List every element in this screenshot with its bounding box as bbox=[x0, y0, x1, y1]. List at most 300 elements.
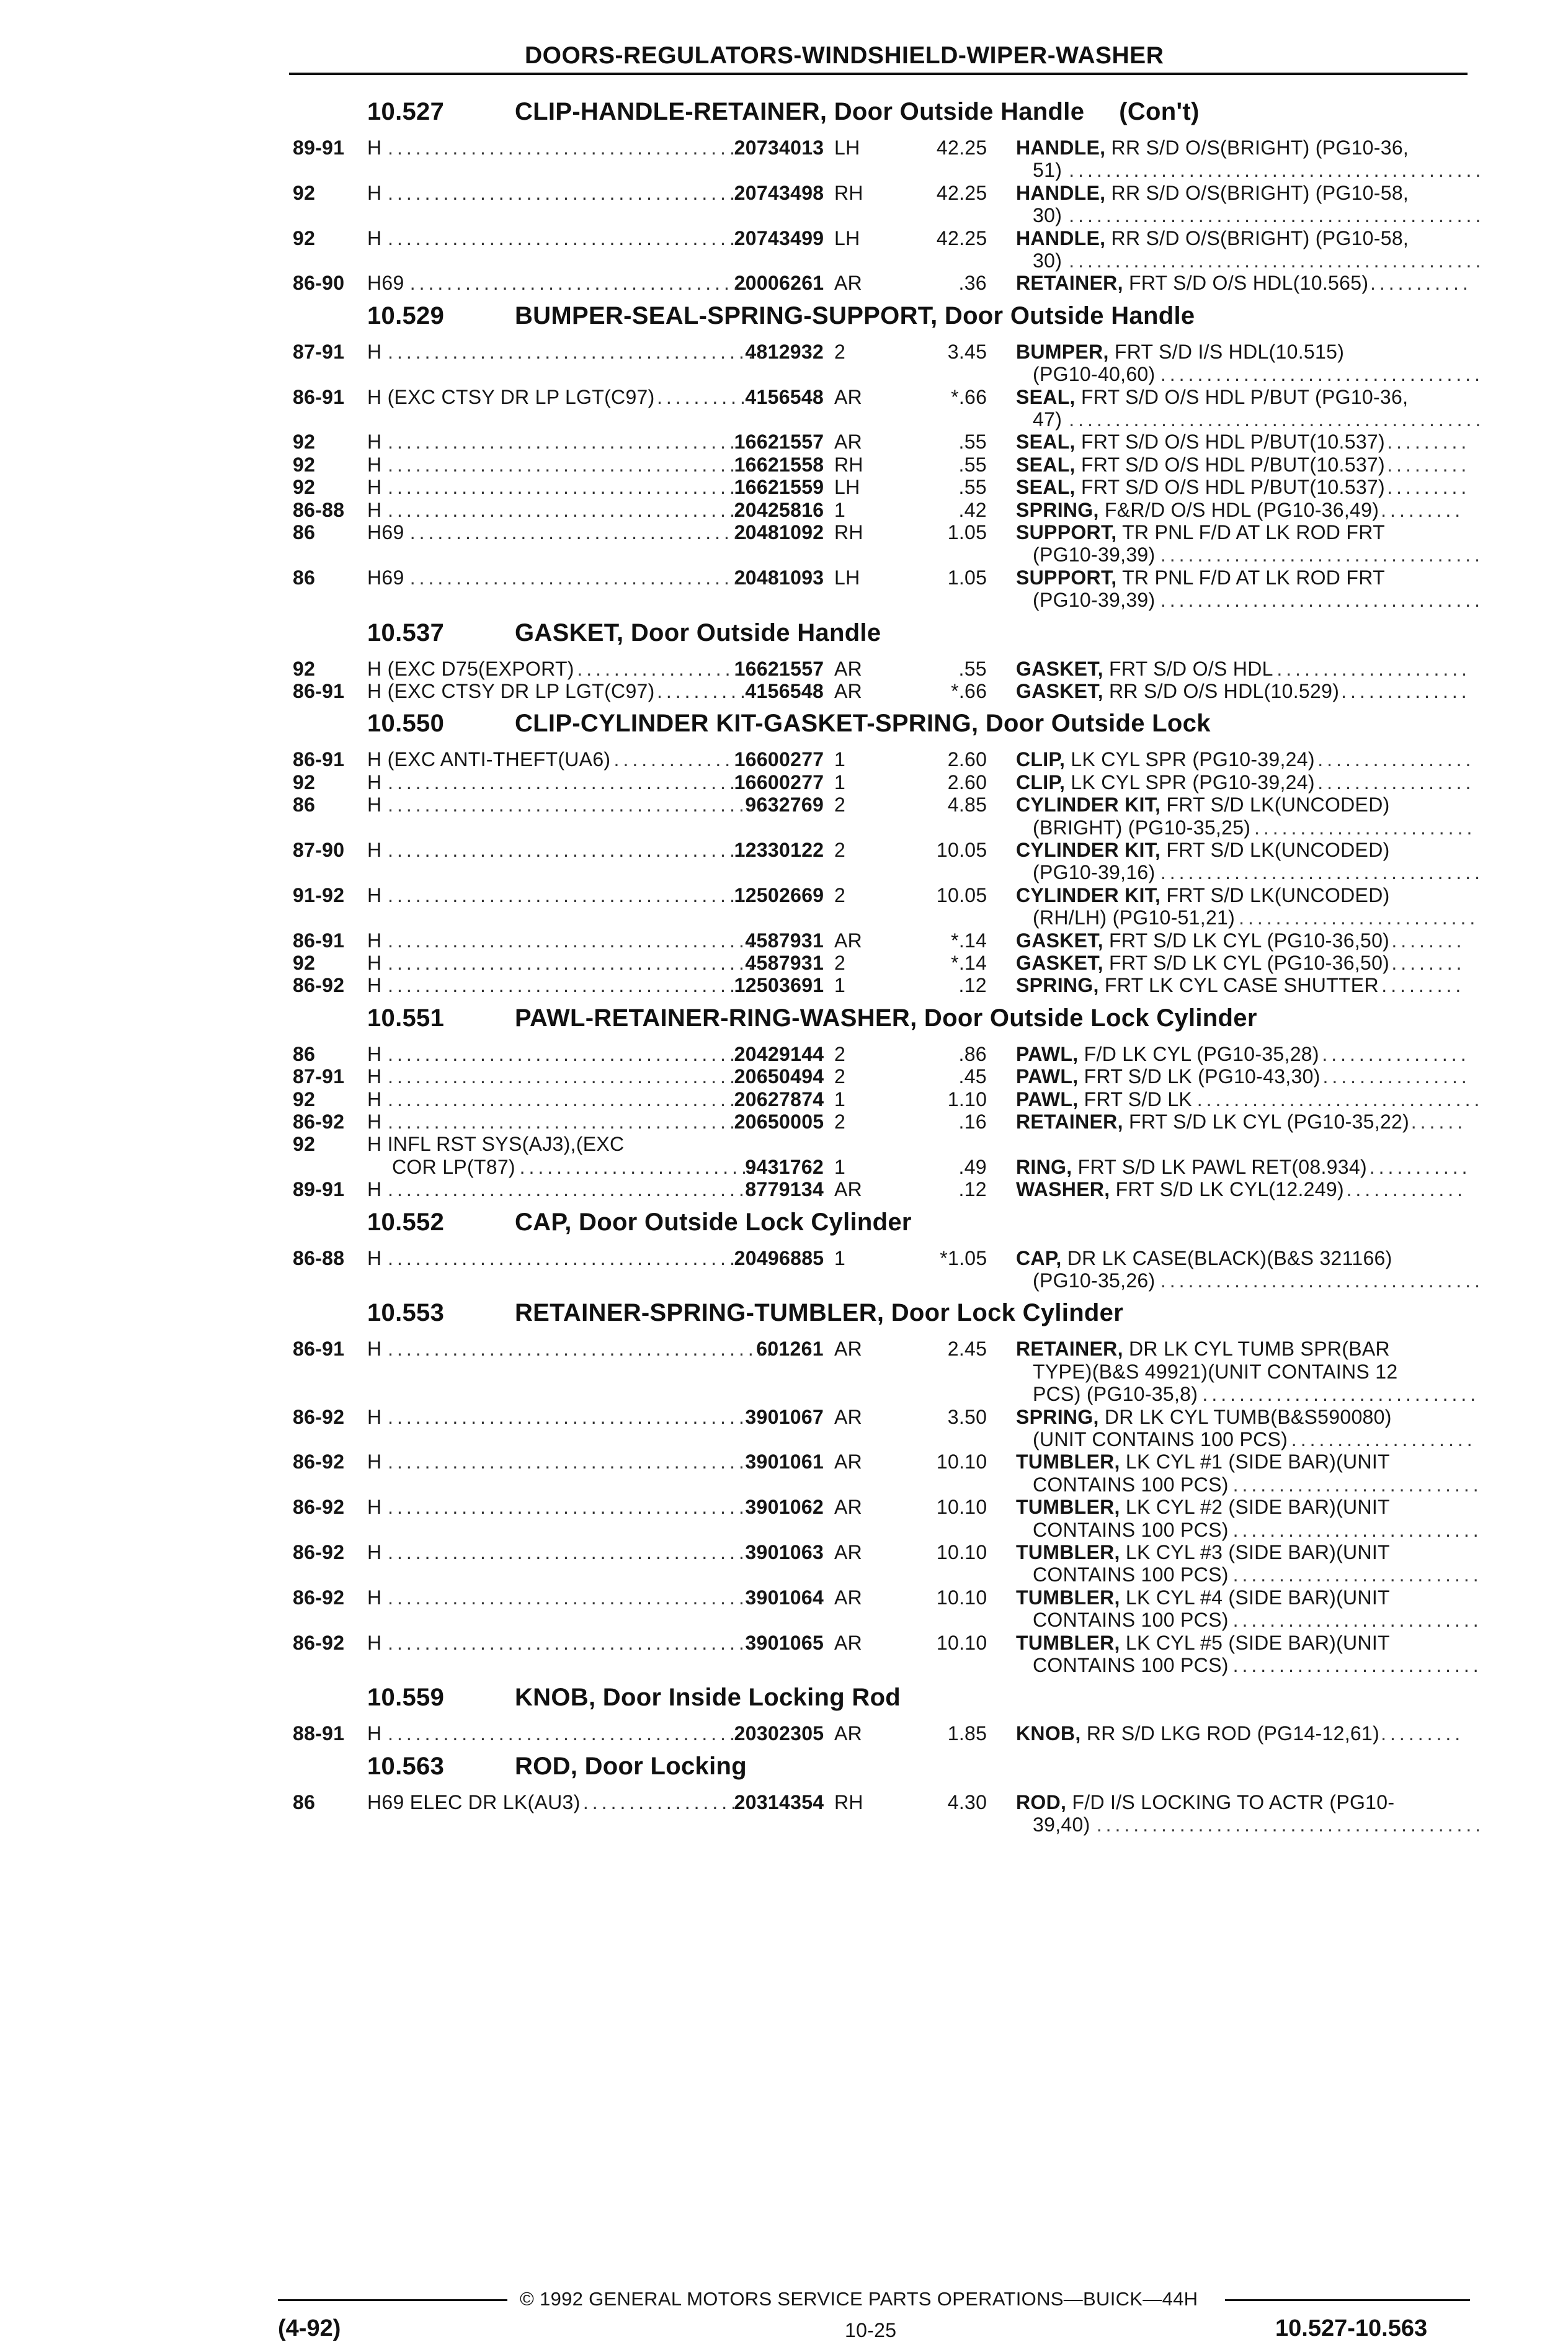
row-quantity: AR bbox=[834, 1178, 863, 1201]
section-header bbox=[367, 619, 881, 647]
row-description-wrap: CONTAINS 100 PCS) bbox=[1033, 1563, 1229, 1586]
row-series: H bbox=[367, 974, 382, 997]
row-description-text: FRT S/D O/S HDL P/BUT(10.537) bbox=[1080, 453, 1385, 476]
leader-dots: ........................... bbox=[1232, 1654, 1482, 1676]
row-series: H bbox=[367, 453, 382, 476]
leader-dots: ......................................... bbox=[388, 340, 767, 363]
section-number: 10.537 bbox=[367, 619, 445, 646]
row-description bbox=[1016, 1722, 1379, 1745]
row-description-text: FRT S/D O/S HDL P/BUT(10.537) bbox=[1080, 431, 1385, 454]
row-series: H bbox=[367, 136, 382, 159]
row-price: .55 bbox=[958, 431, 987, 454]
row-series: H (EXC CTSY DR LP LGT(C97) bbox=[367, 385, 655, 408]
row-description-wrap: (PG10-39,39) bbox=[1033, 589, 1156, 612]
row-description-text: DR LK CASE(BLACK)(B&S 321166) bbox=[1067, 1246, 1392, 1269]
leader-dots: ........................ bbox=[1254, 816, 1476, 839]
row-description-text: LK CYL #2 (SIDE BAR)(UNIT bbox=[1125, 1496, 1390, 1519]
row-part-name: RETAINER, bbox=[1016, 1338, 1123, 1361]
row-part-number: 4156548 bbox=[745, 680, 824, 702]
row-part-number: 16600277 bbox=[734, 771, 824, 793]
row-description-wrap: (PG10-39,39) bbox=[1033, 543, 1156, 566]
row-part-number: 9632769 bbox=[745, 793, 824, 816]
row-quantity: AR bbox=[834, 1496, 863, 1519]
row-description-text: FRT LK CYL CASE SHUTTER bbox=[1104, 974, 1379, 997]
row-description bbox=[1016, 884, 1390, 906]
leader-dots: ......................................... bbox=[388, 929, 767, 952]
row-part-name: BUMPER, bbox=[1016, 340, 1109, 363]
row-series-continued: COR LP(T87) bbox=[392, 1155, 515, 1178]
row-price: 10.10 bbox=[936, 1541, 987, 1563]
leader-dots: ..................................... bbox=[409, 272, 752, 295]
leader-dots: ......................................... bbox=[388, 1541, 767, 1563]
row-part-number: 12330122 bbox=[734, 839, 824, 861]
leader-dots: ........................................ bbox=[388, 181, 757, 204]
leader-dots: ......................................... bbox=[388, 1178, 767, 1201]
row-price: 10.05 bbox=[936, 883, 987, 906]
row-part-number: 20734013 bbox=[734, 136, 824, 159]
row-description bbox=[1016, 929, 1389, 952]
leader-dots: ......................................... bbox=[388, 1631, 767, 1654]
row-description bbox=[1016, 793, 1390, 816]
row-price: 2.60 bbox=[947, 748, 987, 771]
row-series: H bbox=[367, 340, 382, 363]
row-part-name: CAP, bbox=[1016, 1246, 1062, 1269]
row-part-name: CYLINDER KIT, bbox=[1016, 839, 1161, 861]
row-description-text: LK CYL SPR (PG10-39,24) bbox=[1071, 748, 1315, 771]
row-year: 92 bbox=[293, 1133, 316, 1156]
row-description bbox=[1016, 136, 1409, 159]
section-title: RETAINER-SPRING-TUMBLER, Door Lock Cylinder bbox=[515, 1299, 1124, 1327]
row-quantity: 2 bbox=[834, 1111, 846, 1133]
row-part-number: 20743499 bbox=[734, 226, 824, 249]
row-description-text: FRT S/D I/S HDL(10.515) bbox=[1114, 340, 1345, 363]
leader-dots: ............................................. bbox=[1069, 249, 1485, 272]
section-number: 10.550 bbox=[367, 710, 445, 738]
row-series: H bbox=[367, 1722, 382, 1745]
row-price: 42.25 bbox=[936, 181, 987, 204]
row-description bbox=[1016, 182, 1409, 204]
leader-dots: ......................................... bbox=[388, 1450, 767, 1473]
row-part-number: 8779134 bbox=[745, 1178, 824, 1201]
row-quantity: AR bbox=[834, 657, 863, 680]
row-description-text: F/D LK CYL (PG10-35,28) bbox=[1084, 1042, 1319, 1065]
leader-dots: ......................................... bbox=[388, 1405, 767, 1428]
row-part-name: SEAL, bbox=[1016, 385, 1076, 408]
row-description-text: FRT S/D O/S HDL(10.565) bbox=[1128, 272, 1369, 295]
row-quantity: AR bbox=[834, 680, 863, 702]
row-series: H69 bbox=[367, 272, 404, 295]
row-description-wrap: 30) bbox=[1033, 249, 1062, 272]
row-description bbox=[1016, 1338, 1390, 1360]
row-year: 86-92 bbox=[293, 1631, 345, 1654]
section-header bbox=[367, 1753, 747, 1781]
leader-dots: ............................................. bbox=[1069, 159, 1485, 182]
row-year: 92 bbox=[293, 952, 316, 974]
row-part-name: TUMBLER, bbox=[1016, 1541, 1120, 1563]
row-description bbox=[1016, 771, 1315, 793]
leader-dots: .......................... bbox=[1239, 906, 1479, 929]
row-description-text: FRT S/D LK CYL (PG10-36,50) bbox=[1109, 929, 1390, 952]
row-price: .55 bbox=[958, 476, 987, 499]
row-price: .45 bbox=[958, 1065, 987, 1088]
row-year: 86-92 bbox=[293, 1496, 345, 1519]
leader-dots: .......... bbox=[656, 385, 749, 408]
leader-dots: ............. bbox=[1346, 1178, 1467, 1201]
row-description bbox=[1016, 1541, 1390, 1563]
row-quantity: 2 bbox=[834, 883, 846, 906]
leader-dots: ............................................. bbox=[1069, 408, 1485, 431]
row-year: 86-92 bbox=[293, 974, 345, 997]
leader-dots: ........................................ bbox=[388, 1111, 757, 1133]
row-part-name: SEAL, bbox=[1016, 476, 1076, 499]
row-part-number: 4587931 bbox=[745, 929, 824, 952]
row-description-text: LK CYL #4 (SIDE BAR)(UNIT bbox=[1125, 1586, 1390, 1609]
row-quantity: LH bbox=[834, 566, 860, 589]
row-series: H bbox=[367, 929, 382, 952]
row-part-number: 16621558 bbox=[734, 453, 824, 476]
leader-dots: ................. bbox=[582, 1790, 741, 1813]
row-description bbox=[1016, 1496, 1390, 1518]
row-description-text: FRT S/D LK(UNCODED) bbox=[1166, 793, 1390, 816]
leader-dots: ........................................ bbox=[388, 771, 757, 793]
row-price: 42.25 bbox=[936, 136, 987, 159]
row-quantity: 2 bbox=[834, 793, 846, 816]
row-part-number: 4812932 bbox=[745, 340, 824, 363]
leader-dots: ................. bbox=[1317, 748, 1475, 771]
section-number: 10.551 bbox=[367, 1004, 445, 1032]
row-description bbox=[1016, 1111, 1409, 1133]
section-title: PAWL-RETAINER-RING-WASHER, Door Outside Lock Cylinder bbox=[515, 1004, 1257, 1032]
row-price: *.66 bbox=[951, 385, 987, 408]
row-series: H bbox=[367, 793, 382, 816]
row-price: *.14 bbox=[951, 929, 987, 952]
row-year: 86-91 bbox=[293, 385, 345, 408]
row-description-wrap: 51) bbox=[1033, 159, 1062, 182]
section-header bbox=[367, 1209, 912, 1236]
section-header bbox=[367, 1299, 1123, 1327]
row-quantity: LH bbox=[834, 226, 860, 249]
row-part-name: PAWL, bbox=[1016, 1065, 1079, 1088]
row-quantity: AR bbox=[834, 1450, 863, 1473]
row-description bbox=[1016, 476, 1385, 498]
row-part-name: PAWL, bbox=[1016, 1042, 1079, 1065]
leader-dots: ........................................ bbox=[388, 498, 757, 521]
row-description-wrap: PCS) (PG10-35,8) bbox=[1033, 1383, 1198, 1406]
section-number: 10.563 bbox=[367, 1752, 445, 1780]
row-quantity: AR bbox=[834, 1541, 863, 1563]
leader-dots: ......... bbox=[1381, 1722, 1464, 1745]
leader-dots: ........... bbox=[1370, 272, 1472, 295]
row-description-wrap: 39,40) bbox=[1033, 1813, 1090, 1836]
section-title: CAP, Door Outside Lock Cylinder bbox=[515, 1208, 912, 1236]
leader-dots: ......... bbox=[1387, 476, 1471, 499]
section-continued: (Con't) bbox=[1119, 98, 1200, 125]
row-part-number: 20006261 bbox=[734, 272, 824, 295]
row-description-wrap: TYPE)(B&S 49921)(UNIT CONTAINS 12 bbox=[1033, 1360, 1398, 1383]
row-description bbox=[1016, 1450, 1390, 1473]
row-description-text: FRT S/D LK CYL (PG10-36,50) bbox=[1109, 952, 1390, 974]
row-year: 86-90 bbox=[293, 272, 345, 295]
row-description-wrap: CONTAINS 100 PCS) bbox=[1033, 1609, 1229, 1632]
row-description-text: FRT S/D LK CYL(12.249) bbox=[1115, 1178, 1344, 1201]
row-part-number: 3901067 bbox=[745, 1405, 824, 1428]
row-description-text: DR LK CYL TUMB(B&S590080) bbox=[1104, 1405, 1392, 1428]
row-quantity: 2 bbox=[834, 1042, 846, 1065]
section-title: GASKET, Door Outside Handle bbox=[515, 619, 881, 646]
leader-dots: ................ bbox=[1322, 1065, 1471, 1088]
row-series: H bbox=[367, 226, 382, 249]
row-description-text: LK CYL #3 (SIDE BAR)(UNIT bbox=[1125, 1541, 1390, 1563]
row-quantity: 2 bbox=[834, 952, 846, 974]
leader-dots: .................... bbox=[1291, 1428, 1476, 1450]
row-part-number: 4587931 bbox=[745, 952, 824, 974]
row-part-name: PAWL, bbox=[1016, 1088, 1079, 1111]
row-description-text: RR S/D O/S(BRIGHT) (PG10-58, bbox=[1111, 181, 1409, 204]
leader-dots: .............. bbox=[613, 748, 744, 771]
row-quantity: AR bbox=[834, 1722, 863, 1745]
row-part-number: 3901064 bbox=[745, 1586, 824, 1609]
row-description-text: TR PNL F/D AT LK ROD FRT bbox=[1122, 521, 1385, 543]
row-price: 1.85 bbox=[947, 1722, 987, 1745]
row-part-number: 4156548 bbox=[745, 385, 824, 408]
row-price: 10.05 bbox=[936, 839, 987, 861]
row-description-wrap: (RH/LH) (PG10-51,21) bbox=[1033, 906, 1236, 929]
row-price: *1.05 bbox=[940, 1246, 987, 1269]
leader-dots: ........................................ bbox=[388, 136, 757, 159]
row-price: .55 bbox=[958, 657, 987, 680]
row-part-number: 16621557 bbox=[734, 431, 824, 454]
leader-dots: .......................................... bbox=[388, 1338, 776, 1361]
row-part-name: SPRING, bbox=[1016, 974, 1099, 997]
row-part-number: 20627874 bbox=[734, 1088, 824, 1111]
leader-dots: ................................... bbox=[1160, 543, 1484, 566]
row-part-number: 20650005 bbox=[734, 1111, 824, 1133]
row-description-text: RR S/D LKG ROD (PG14-12,61) bbox=[1086, 1722, 1380, 1745]
row-series: H (EXC D75(EXPORT) bbox=[367, 657, 574, 680]
row-year: 86-92 bbox=[293, 1586, 345, 1609]
section-title: CLIP-HANDLE-RETAINER, Door Outside Handle bbox=[515, 98, 1085, 125]
row-description bbox=[1016, 1632, 1390, 1654]
row-description bbox=[1016, 658, 1273, 680]
row-description bbox=[1016, 1791, 1394, 1813]
row-price: 3.45 bbox=[947, 340, 987, 363]
row-year: 86-92 bbox=[293, 1541, 345, 1563]
leader-dots: ............................................. bbox=[1069, 204, 1485, 227]
row-part-number: 20496885 bbox=[734, 1246, 824, 1269]
footer-date-code: (4-92) bbox=[278, 2315, 341, 2341]
row-part-name: SPRING, bbox=[1016, 1405, 1099, 1428]
row-price: .36 bbox=[958, 272, 987, 295]
row-quantity: 2 bbox=[834, 839, 846, 861]
row-year: 86-91 bbox=[293, 929, 345, 952]
leader-dots: ........ bbox=[1391, 952, 1466, 974]
row-part-number: 20302305 bbox=[734, 1722, 824, 1745]
row-description-wrap: (UNIT CONTAINS 100 PCS) bbox=[1033, 1428, 1288, 1450]
row-quantity: AR bbox=[834, 385, 863, 408]
row-part-number: 3901062 bbox=[745, 1496, 824, 1519]
row-description-text: TR PNL F/D AT LK ROD FRT bbox=[1122, 566, 1385, 589]
section-header bbox=[367, 98, 1200, 126]
leader-dots: ........................................ bbox=[388, 453, 757, 476]
row-series: H bbox=[367, 1496, 382, 1519]
row-price: .16 bbox=[958, 1111, 987, 1133]
row-price: *.66 bbox=[951, 680, 987, 702]
row-price: .42 bbox=[958, 498, 987, 521]
row-part-name: RETAINER, bbox=[1016, 272, 1123, 295]
leader-dots: ........... bbox=[1369, 1155, 1471, 1178]
row-description-text: RR S/D O/S(BRIGHT) (PG10-36, bbox=[1111, 136, 1409, 159]
section-number: 10.559 bbox=[367, 1684, 445, 1712]
section-number: 10.552 bbox=[367, 1208, 445, 1236]
footer-copyright: © 1992 GENERAL MOTORS SERVICE PARTS OPERATIONS—BUICK—44H bbox=[520, 2288, 1198, 2310]
row-series: H bbox=[367, 883, 382, 906]
leader-dots: ........................... bbox=[1232, 1518, 1482, 1541]
row-series: H bbox=[367, 1338, 382, 1361]
row-part-name: TUMBLER, bbox=[1016, 1496, 1120, 1519]
row-year: 88-91 bbox=[293, 1722, 345, 1745]
row-description bbox=[1016, 748, 1315, 771]
section-title: BUMPER-SEAL-SPRING-SUPPORT, Door Outside Handle bbox=[515, 302, 1195, 329]
row-part-name: GASKET, bbox=[1016, 657, 1103, 680]
row-description bbox=[1016, 1586, 1390, 1609]
leader-dots: ........ bbox=[1391, 929, 1466, 952]
row-year: 92 bbox=[293, 431, 316, 454]
row-year: 92 bbox=[293, 226, 316, 249]
row-price: 1.05 bbox=[947, 566, 987, 589]
row-series: H bbox=[367, 1405, 382, 1428]
row-description-text: FRT S/D LK (PG10-43,30) bbox=[1084, 1065, 1321, 1088]
row-description bbox=[1016, 1247, 1392, 1269]
row-description-wrap: (PG10-35,26) bbox=[1033, 1269, 1156, 1292]
row-description bbox=[1016, 431, 1385, 453]
row-year: 89-91 bbox=[293, 136, 345, 159]
row-year: 86-91 bbox=[293, 680, 345, 702]
row-year: 86-92 bbox=[293, 1450, 345, 1473]
row-quantity: AR bbox=[834, 1631, 863, 1654]
row-series: H bbox=[367, 1631, 382, 1654]
leader-dots: .......... bbox=[656, 680, 749, 702]
row-series: H bbox=[367, 952, 382, 974]
leader-dots: ........................................ bbox=[388, 883, 757, 906]
row-year: 86 bbox=[293, 793, 316, 816]
row-description bbox=[1016, 386, 1408, 408]
row-series: H (EXC ANTI-THEFT(UA6) bbox=[367, 748, 611, 771]
page-header-title: DOORS-REGULATORS-WINDSHIELD-WIPER-WASHER bbox=[525, 42, 1164, 69]
row-year: 87-91 bbox=[293, 340, 345, 363]
row-price: 10.10 bbox=[936, 1631, 987, 1654]
row-year: 86 bbox=[293, 566, 316, 589]
row-year: 86-88 bbox=[293, 498, 345, 521]
row-series: H69 bbox=[367, 521, 404, 543]
leader-dots: ................................... bbox=[1160, 861, 1484, 884]
row-description-wrap: CONTAINS 100 PCS) bbox=[1033, 1473, 1229, 1496]
row-part-number: 16621557 bbox=[734, 657, 824, 680]
row-part-name: GASKET, bbox=[1016, 680, 1103, 702]
row-price: 2.45 bbox=[947, 1338, 987, 1361]
row-quantity: AR bbox=[834, 1586, 863, 1609]
row-quantity: RH bbox=[834, 521, 863, 543]
row-series: H bbox=[367, 1246, 382, 1269]
leader-dots: ................................... bbox=[1160, 363, 1484, 386]
row-year: 92 bbox=[293, 453, 316, 476]
row-part-number: 20314354 bbox=[734, 1790, 824, 1813]
row-description-wrap: 47) bbox=[1033, 408, 1062, 431]
row-description bbox=[1016, 341, 1344, 363]
row-description-text: F/D I/S LOCKING TO ACTR (PG10- bbox=[1072, 1790, 1395, 1813]
row-description bbox=[1016, 521, 1385, 543]
leader-dots: ..................................... bbox=[409, 521, 752, 543]
row-quantity: AR bbox=[834, 431, 863, 454]
footer-page-number: 10-25 bbox=[845, 2319, 897, 2341]
row-description-text: F&R/D O/S HDL (PG10-36,49) bbox=[1104, 498, 1379, 521]
footer-rule-left bbox=[278, 2299, 507, 2301]
row-year: 86-88 bbox=[293, 1246, 345, 1269]
row-description-text: FRT S/D LK(UNCODED) bbox=[1166, 839, 1390, 861]
row-price: .86 bbox=[958, 1042, 987, 1065]
row-part-name: CYLINDER KIT, bbox=[1016, 793, 1161, 816]
row-series: H bbox=[367, 1178, 382, 1201]
section-number: 10.527 bbox=[367, 98, 445, 125]
row-year: 86-91 bbox=[293, 748, 345, 771]
row-description-text: FRT S/D LK(UNCODED) bbox=[1166, 883, 1390, 906]
row-quantity: AR bbox=[834, 1338, 863, 1361]
row-series: H69 bbox=[367, 566, 404, 589]
row-description-text: LK CYL #1 (SIDE BAR)(UNIT bbox=[1125, 1450, 1390, 1473]
leader-dots: ........................... bbox=[1232, 1473, 1482, 1496]
row-part-name: GASKET, bbox=[1016, 929, 1103, 952]
row-description-wrap: (BRIGHT) (PG10-35,25) bbox=[1033, 816, 1251, 839]
leader-dots: ........................................ bbox=[388, 974, 757, 997]
row-series: H (EXC CTSY DR LP LGT(C97) bbox=[367, 680, 655, 702]
row-series: H bbox=[367, 476, 382, 499]
row-year: 86-92 bbox=[293, 1405, 345, 1428]
row-description-text: RR S/D O/S HDL(10.529) bbox=[1109, 680, 1340, 702]
section-title: CLIP-CYLINDER KIT-GASKET-SPRING, Door Outside Lock bbox=[515, 710, 1211, 738]
row-part-name: GASKET, bbox=[1016, 952, 1103, 974]
row-description bbox=[1016, 1156, 1367, 1178]
row-series: H INFL RST SYS(AJ3),(EXC bbox=[367, 1133, 625, 1156]
row-part-name: TUMBLER, bbox=[1016, 1450, 1120, 1473]
leader-dots: ........................................ bbox=[388, 476, 757, 499]
row-part-name: SPRING, bbox=[1016, 498, 1099, 521]
row-year: 86 bbox=[293, 1790, 316, 1813]
row-part-name: HANDLE, bbox=[1016, 226, 1106, 249]
row-year: 92 bbox=[293, 771, 316, 793]
leader-dots: ........................................ bbox=[388, 1088, 757, 1111]
leader-dots: ................ bbox=[1322, 1042, 1470, 1065]
row-description bbox=[1016, 839, 1390, 861]
row-quantity: 2 bbox=[834, 340, 846, 363]
row-description-text: LK CYL #5 (SIDE BAR)(UNIT bbox=[1125, 1631, 1390, 1654]
row-quantity: AR bbox=[834, 1405, 863, 1428]
row-description bbox=[1016, 1178, 1344, 1200]
leader-dots: ......... bbox=[1387, 431, 1471, 454]
row-year: 91-92 bbox=[293, 883, 345, 906]
row-year: 87-91 bbox=[293, 1065, 345, 1088]
row-part-name: HANDLE, bbox=[1016, 181, 1106, 204]
row-description-text: RR S/D O/S(BRIGHT) (PG10-58, bbox=[1111, 226, 1409, 249]
leader-dots: ........................................ bbox=[388, 431, 757, 454]
row-part-number: 20481093 bbox=[734, 566, 824, 589]
row-part-number: 20743498 bbox=[734, 181, 824, 204]
row-description bbox=[1016, 974, 1379, 996]
row-description-wrap: (PG10-39,16) bbox=[1033, 861, 1156, 884]
row-quantity: 2 bbox=[834, 1065, 846, 1088]
row-description bbox=[1016, 566, 1385, 589]
row-year: 92 bbox=[293, 1088, 316, 1111]
footer-rule-right bbox=[1225, 2299, 1470, 2301]
row-quantity: 1 bbox=[834, 974, 846, 997]
